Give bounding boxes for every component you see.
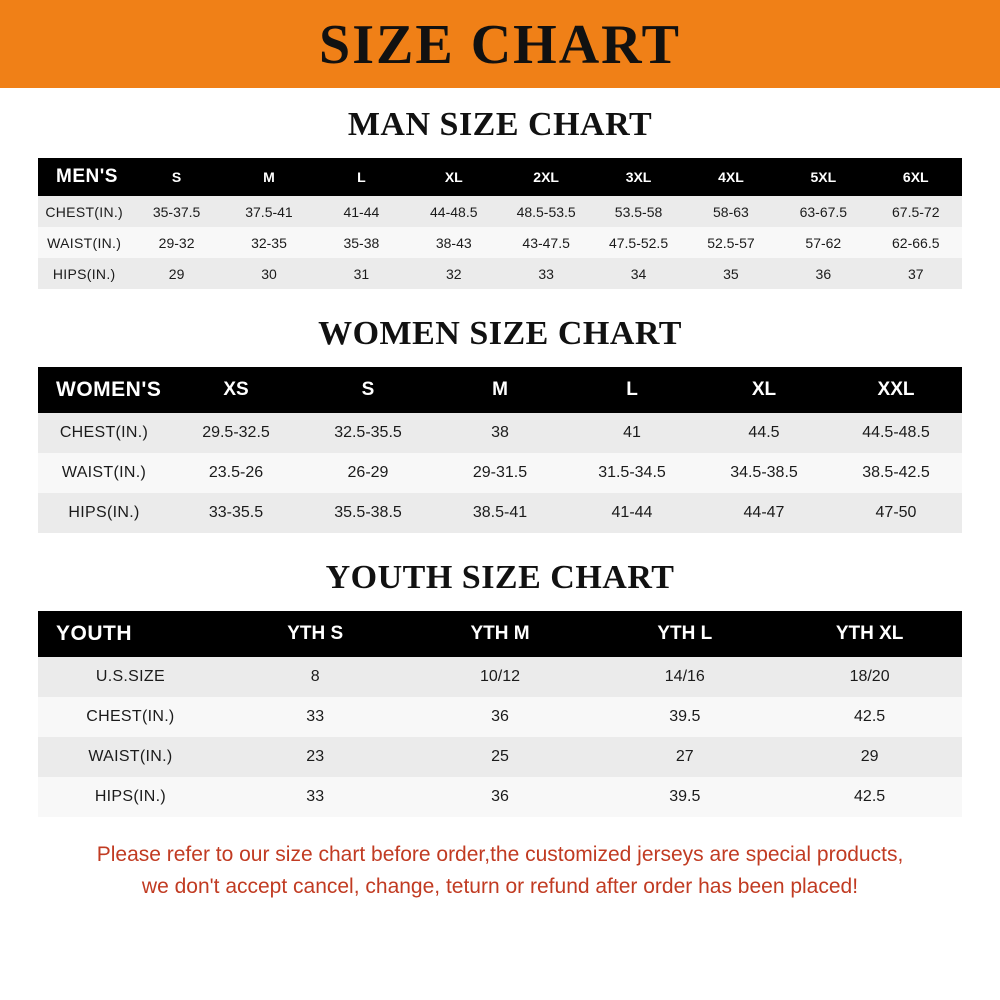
man-measurement-cell: 32 — [445, 265, 462, 282]
women-measurement-cell: 29.5-32.5 — [202, 424, 270, 441]
youth-measurement-cell: 23 — [306, 748, 325, 765]
man-measurement-cell: 43-47.5 — [522, 234, 570, 251]
man-column-header: S — [171, 169, 182, 185]
man-measurement-cell: 67.5-72 — [892, 203, 940, 220]
youth-chart-wrap — [0, 611, 1000, 817]
man-measurement-cell: 33 — [538, 265, 554, 282]
man-column-header: L — [357, 169, 366, 185]
women-measurement-cell: 41-44 — [611, 504, 653, 521]
youth-measurement-cell: 10/12 — [479, 668, 521, 685]
man-measurement-cell: 37.5-41 — [245, 203, 293, 220]
youth-measurement-cell: 36 — [491, 788, 509, 805]
women-measurement-cell: 35.5-38.5 — [334, 504, 402, 521]
table-row — [38, 493, 962, 533]
women-column-header: S — [361, 379, 375, 400]
man-section-title: MAN SIZE CHART — [347, 106, 653, 143]
youth-section-title: YOUTH SIZE CHART — [325, 559, 675, 596]
women-measurement-cell: 34.5-38.5 — [730, 464, 798, 481]
man-table-body — [38, 196, 962, 289]
man-measurement-cell: 58-63 — [713, 203, 749, 220]
man-measurement-cell: 41-44 — [343, 203, 380, 220]
man-measurement-cell: 48.5-53.5 — [516, 203, 576, 220]
man-column-header: 5XL — [810, 169, 837, 185]
women-table-head — [38, 367, 962, 413]
man-measurement-cell: 35-37.5 — [152, 203, 201, 220]
youth-row-label: WAIST(IN.) — [88, 748, 173, 765]
youth-table-body — [38, 657, 962, 817]
youth-measurement-cell: 39.5 — [669, 788, 701, 805]
women-measurement-cell: 31.5-34.5 — [598, 464, 666, 481]
man-measurement-cell: 62-66.5 — [892, 234, 940, 251]
page-title: SIZE CHART — [319, 14, 681, 76]
man-column-header: M — [263, 169, 275, 185]
youth-measurement-cell: 27 — [675, 748, 694, 765]
man-table-head — [38, 158, 962, 196]
women-measurement-cell: 38.5-42.5 — [862, 464, 930, 481]
man-measurement-cell: 37 — [907, 265, 924, 282]
youth-measurement-cell: 25 — [491, 748, 509, 765]
women-measurement-cell: 44-47 — [743, 504, 785, 521]
youth-size-table — [38, 611, 962, 817]
table-row — [38, 777, 962, 817]
women-section-title: WOMEN SIZE CHART — [318, 315, 682, 352]
youth-header-row — [38, 611, 962, 657]
man-header-row — [38, 158, 962, 196]
youth-column-header: YTH L — [657, 623, 713, 644]
women-column-header: XL — [751, 379, 777, 400]
man-measurement-cell: 63-67.5 — [799, 203, 848, 220]
women-row-label: WAIST(IN.) — [61, 464, 147, 481]
youth-measurement-cell: 14/16 — [664, 668, 705, 685]
youth-measurement-cell: 33 — [306, 708, 325, 725]
women-header-row — [38, 367, 962, 413]
man-measurement-cell: 44-48.5 — [430, 203, 478, 220]
women-measurement-cell: 33-35.5 — [208, 504, 264, 521]
man-measurement-cell: 57-62 — [805, 234, 842, 251]
women-column-header: XS — [223, 379, 249, 400]
man-column-header: 3XL — [625, 169, 652, 185]
youth-measurement-cell: 8 — [310, 668, 320, 685]
man-measurement-cell: 47.5-52.5 — [608, 234, 669, 251]
footer-note-line-1: Please refer to our size chart before order,the customized jerseys are special products, — [96, 843, 904, 866]
table-row — [38, 453, 962, 493]
youth-measurement-cell: 18/20 — [849, 668, 890, 685]
youth-measurement-cell: 42.5 — [854, 708, 886, 725]
women-measurement-cell: 26-29 — [347, 464, 389, 481]
youth-column-header: YTH XL — [835, 623, 904, 644]
man-measurement-cell: 52.5-57 — [707, 234, 755, 251]
table-row — [38, 413, 962, 453]
table-row — [38, 697, 962, 737]
women-measurement-cell: 44.5-48.5 — [862, 424, 930, 441]
women-table-body — [38, 413, 962, 533]
women-chart-wrap — [0, 367, 1000, 533]
man-row-label: HIPS(IN.) — [52, 265, 116, 282]
man-measurement-cell: 38-43 — [435, 234, 472, 251]
man-measurement-cell: 29 — [168, 265, 185, 282]
man-row-label: WAIST(IN.) — [47, 234, 122, 251]
man-measurement-cell: 36 — [815, 265, 832, 282]
women-measurement-cell: 38.5-41 — [472, 504, 528, 521]
youth-measurement-cell: 39.5 — [669, 708, 701, 725]
youth-column-header: YTH M — [470, 623, 530, 644]
women-column-header: M — [492, 379, 508, 400]
women-row-label-header: WOMEN'S — [56, 378, 162, 401]
man-measurement-cell: 32-35 — [251, 234, 287, 251]
women-column-header: XXL — [877, 379, 915, 400]
man-column-header: 2XL — [533, 169, 559, 185]
youth-row-label: HIPS(IN.) — [94, 788, 166, 805]
youth-column-header: YTH S — [287, 623, 344, 644]
youth-row-label: U.S.SIZE — [95, 668, 165, 685]
footer-note-line-2: we don't accept cancel, change, teturn or refund after order has been placed! — [141, 874, 859, 898]
man-measurement-cell: 35 — [723, 265, 739, 282]
man-chart-wrap — [0, 158, 1000, 289]
women-column-header: L — [626, 379, 638, 400]
man-measurement-cell: 29-32 — [158, 234, 195, 251]
man-column-header: 6XL — [902, 169, 929, 185]
youth-measurement-cell: 33 — [306, 788, 325, 805]
table-row — [38, 258, 962, 289]
youth-measurement-cell: 42.5 — [854, 788, 886, 805]
man-row-label: CHEST(IN.) — [45, 203, 124, 220]
man-measurement-cell: 35-38 — [343, 234, 380, 251]
man-size-table — [38, 158, 962, 289]
women-measurement-cell: 32.5-35.5 — [334, 424, 402, 441]
table-row — [38, 657, 962, 697]
man-column-header: XL — [444, 169, 463, 185]
footer-note — [0, 825, 1000, 902]
youth-table-head — [38, 611, 962, 657]
women-measurement-cell: 23.5-26 — [208, 464, 264, 481]
women-measurement-cell: 47-50 — [875, 504, 917, 521]
youth-row-label-header: YOUTH — [56, 622, 132, 645]
header-banner — [0, 0, 1000, 88]
youth-row-label: CHEST(IN.) — [86, 708, 175, 725]
women-measurement-cell: 29-31.5 — [472, 464, 528, 481]
table-row — [38, 737, 962, 777]
man-column-header: 4XL — [718, 169, 744, 185]
women-measurement-cell: 41 — [623, 424, 641, 441]
women-row-label: CHEST(IN.) — [59, 424, 149, 441]
women-size-table — [38, 367, 962, 533]
man-measurement-cell: 53.5-58 — [614, 203, 663, 220]
women-row-label: HIPS(IN.) — [68, 504, 140, 521]
youth-measurement-cell: 29 — [860, 748, 879, 765]
man-measurement-cell: 34 — [630, 265, 647, 282]
women-measurement-cell: 38 — [491, 424, 509, 441]
women-measurement-cell: 44.5 — [748, 424, 780, 441]
man-measurement-cell: 31 — [353, 265, 370, 282]
table-row — [38, 196, 962, 227]
youth-measurement-cell: 36 — [491, 708, 509, 725]
table-row — [38, 227, 962, 258]
man-measurement-cell: 30 — [261, 265, 277, 282]
man-row-label-header: MEN'S — [56, 166, 118, 187]
